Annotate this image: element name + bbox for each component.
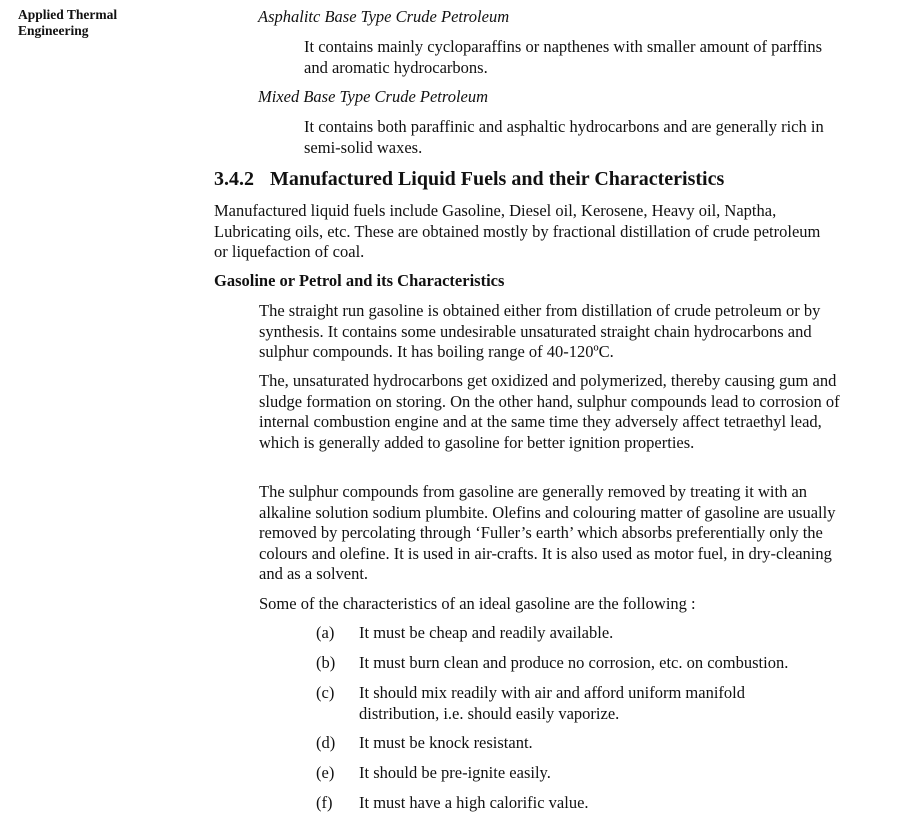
list-item-text: It must have a high calorific value. <box>359 793 589 812</box>
list-item-text: It should be pre-ignite easily. <box>359 763 551 782</box>
list-marker: (e) <box>316 763 335 782</box>
list-marker: (b) <box>316 653 336 672</box>
running-header-line2: Engineering <box>18 23 89 38</box>
list-marker: (a) <box>316 623 335 642</box>
list-item-text: It should mix readily with air and afford uniform manifold distribution, i.e. should easily vaporize. <box>359 683 745 723</box>
running-header <box>18 7 158 39</box>
list-item-text: It must be cheap and readily available. <box>359 623 614 642</box>
list-marker: (c) <box>316 683 335 702</box>
mixed-paragraph: It contains both paraffinic and asphaltic hydrocarbons and are generally rich in semi-solid waxes. <box>304 117 824 157</box>
gasoline-paragraph-1: The straight run gasoline is obtained either from distillation of crude petroleum or by synthesis. It contains some undesirable unsaturated straight chain hydrocarbons and sulphur compounds. It has boiling range of 40-120ºC. <box>259 301 821 361</box>
asphaltic-subheading: Asphalitc Base Type Crude Petroleum <box>258 7 510 26</box>
list-item-text: It must burn clean and produce no corrosion, etc. on combustion. <box>359 653 789 672</box>
list-item-text: It must be knock resistant. <box>359 733 533 752</box>
section-heading <box>214 167 724 191</box>
section-intro: Manufactured liquid fuels include Gasoline, Diesel oil, Kerosene, Heavy oil, Naptha, Lubricating oils, etc. These are obtained mostly by fractional distillation of crude petroleum or liquefaction of coal. <box>214 201 821 261</box>
mixed-subheading: Mixed Base Type Crude Petroleum <box>258 87 489 106</box>
section-title: Manufactured Liquid Fuels and their Characteristics <box>270 168 725 190</box>
gasoline-heading: Gasoline or Petrol and its Characteristics <box>214 271 505 290</box>
running-header-line1: Applied Thermal <box>18 7 118 22</box>
section-number: 3.4.2 <box>214 168 254 190</box>
list-marker: (d) <box>316 733 336 752</box>
gasoline-paragraph-2: The, unsaturated hydrocarbons get oxidized and polymerized, thereby causing gum and sludge formation on storing. On the other hand, sulphur compounds lead to corrosion of internal combustion engine and at the same time they adversely affect tetraethyl lead, which is generally added to gasoline for better ignition properties. <box>259 371 840 452</box>
list-marker: (f) <box>316 793 333 812</box>
gasoline-paragraph-3: The sulphur compounds from gasoline are generally removed by treating it with an alkaline solution sodium plumbite. Olefins and colouring matter of gasoline are usually removed by percolating through ‘Fuller’s earth’ which absorbs preferentially only the colours and olefine. It is used in air-crafts. It is also used as motor fuel, in dry-cleaning and as a solvent. <box>259 482 836 583</box>
list-intro: Some of the characteristics of an ideal gasoline are the following : <box>259 594 696 613</box>
asphaltic-paragraph: It contains mainly cycloparaffins or napthenes with smaller amount of parffins and aromatic hydrocarbons. <box>304 37 823 77</box>
